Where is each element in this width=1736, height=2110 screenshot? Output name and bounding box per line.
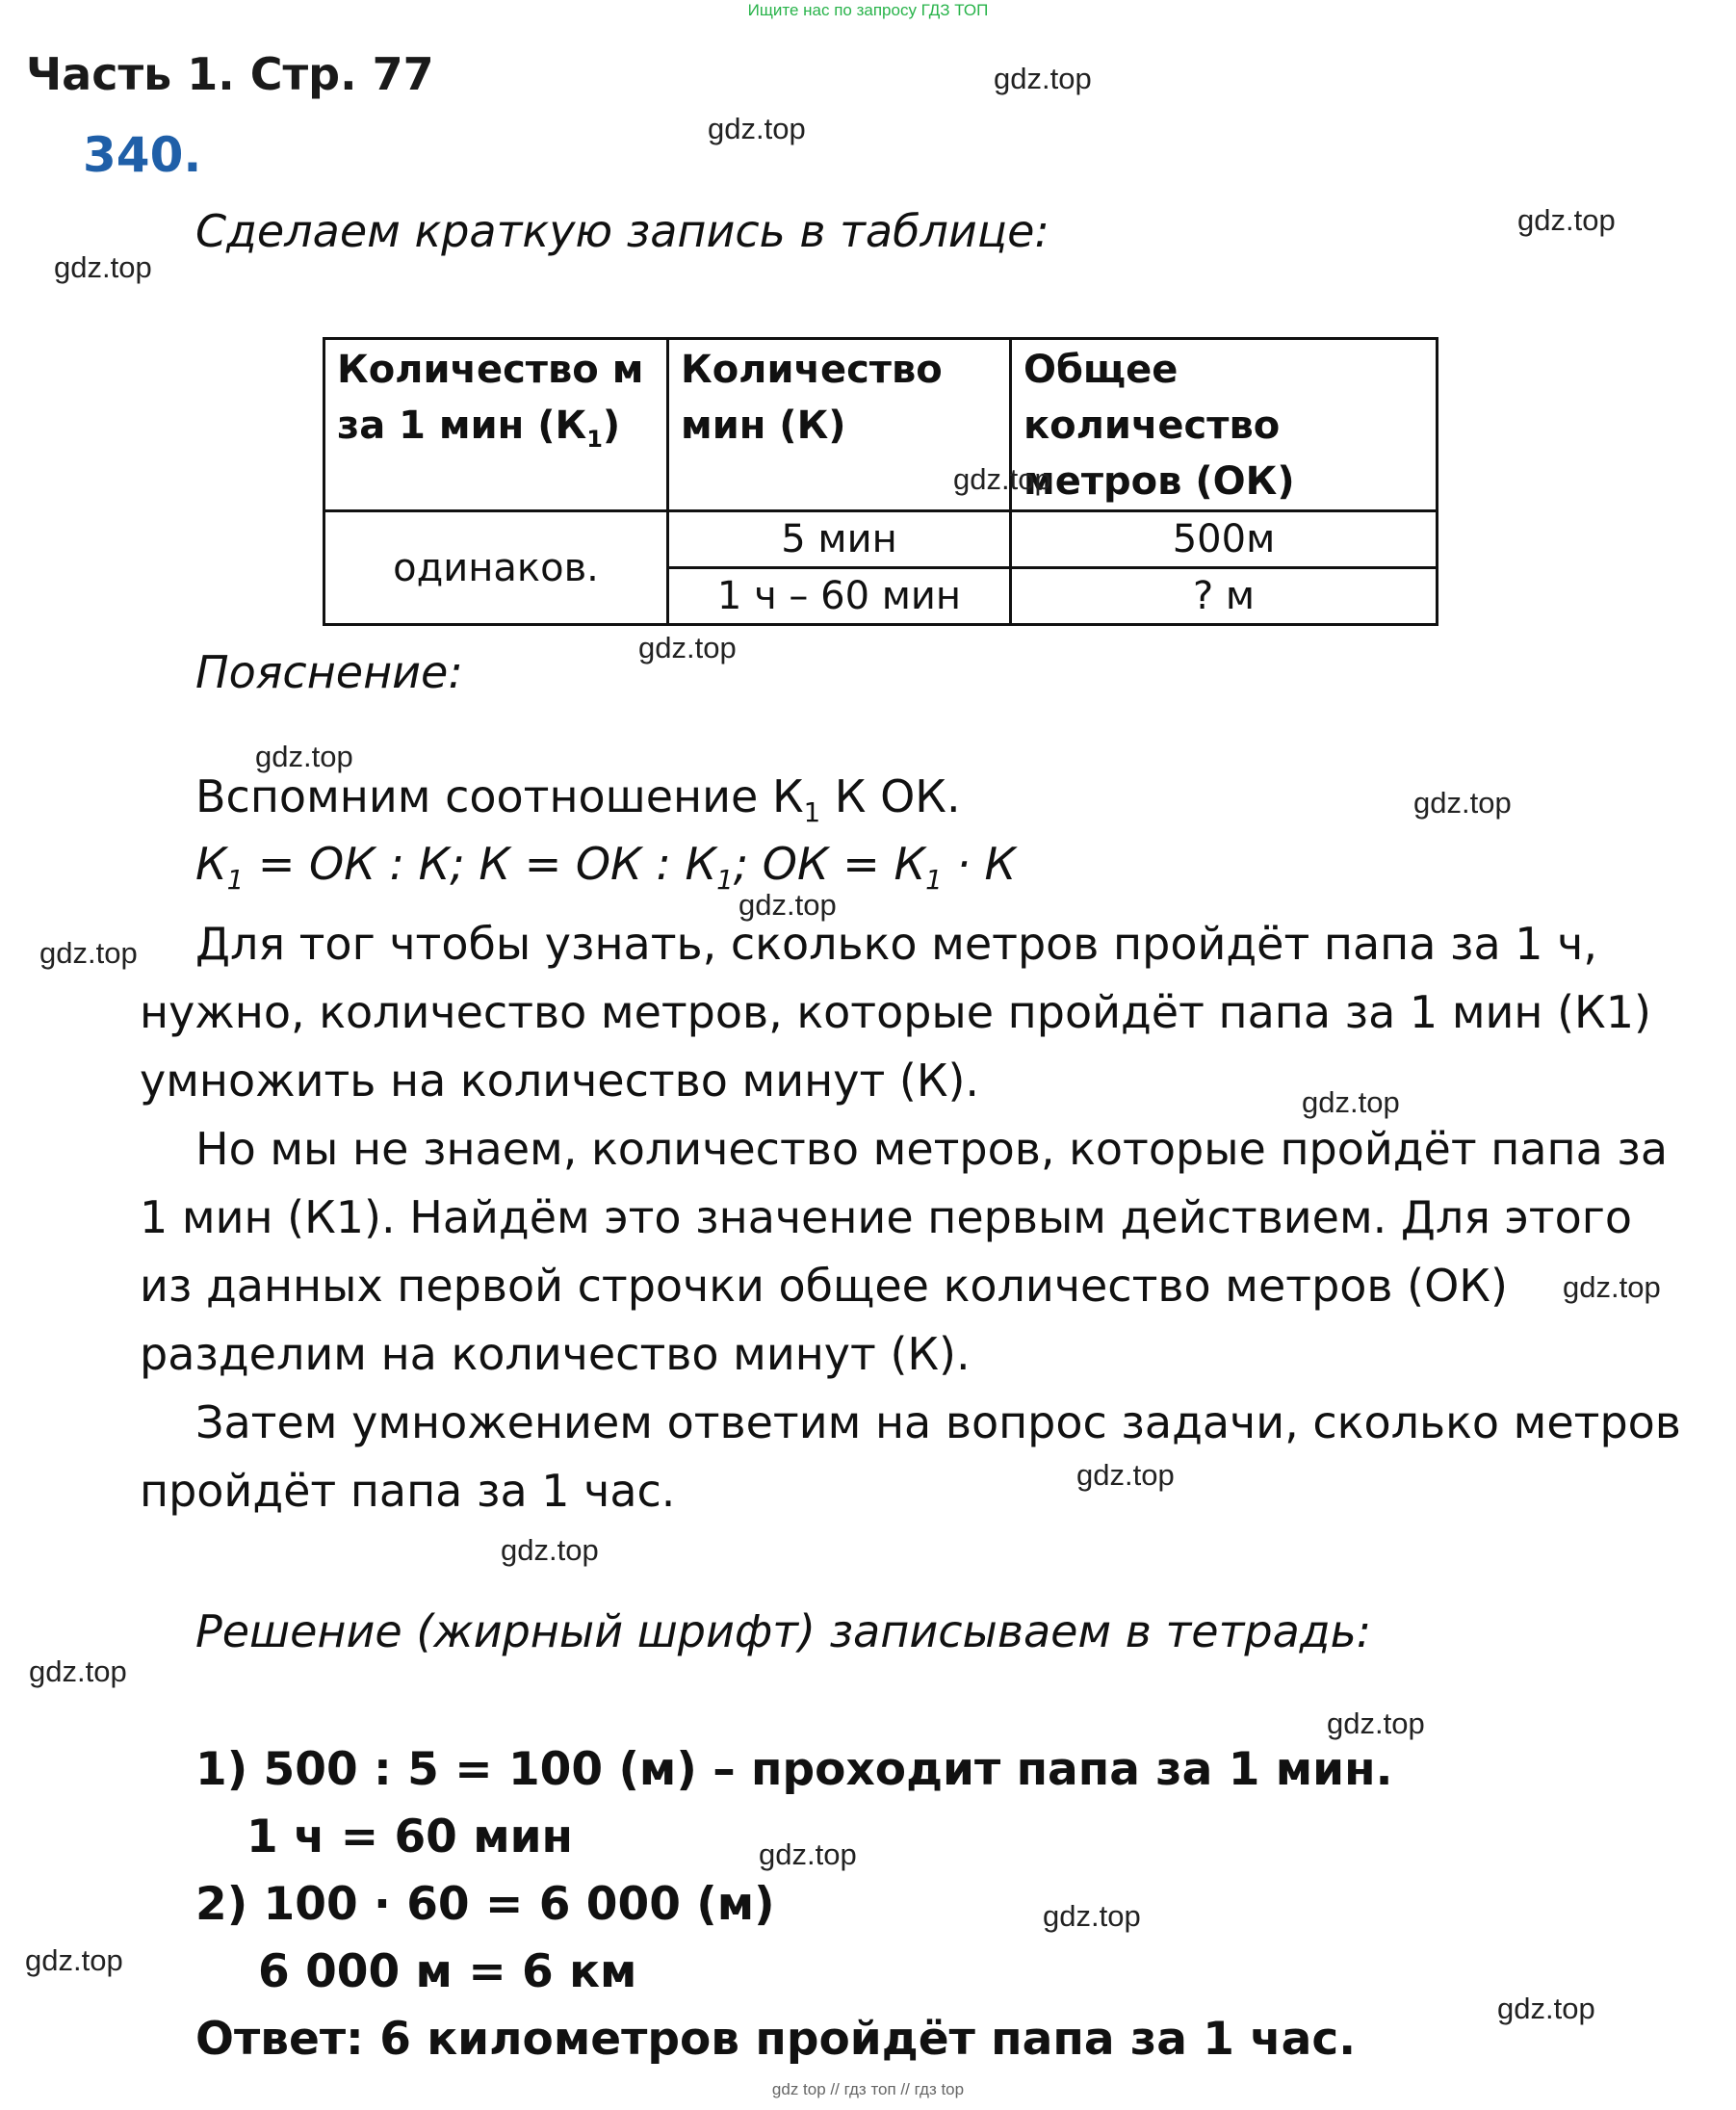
paragraph-line: Но мы не знаем, количество метров, которые пройдёт папа за: [195, 1123, 1669, 1175]
watermark: gdz.top: [1497, 1992, 1595, 2025]
bottom-banner: gdz top // гдз топ // гдз top: [771, 2080, 965, 2098]
watermark: gdz.top: [29, 1654, 127, 1688]
watermark: gdz.top: [953, 462, 1051, 496]
table-header-row: [324, 339, 1438, 511]
summary-table: [323, 337, 1438, 626]
row2-total: ? м: [1011, 568, 1438, 625]
paragraph-line: Затем умножением ответим на вопрос задачи, сколько метров: [195, 1396, 1681, 1448]
intro-text: Сделаем краткую запись в таблице:: [195, 205, 1049, 257]
header-minutes: Количество мин (К): [668, 339, 1011, 511]
paragraph-line: 1 мин (К1). Найдём это значение первым действием. Для этого: [140, 1191, 1633, 1243]
solution-heading: Решение (жирный шрифт) записываем в тетрадь:: [195, 1605, 1372, 1657]
watermark: gdz.top: [1517, 203, 1616, 237]
watermark: gdz.top: [1413, 786, 1512, 820]
paragraph-line: из данных первой строчки общее количество метров (ОК): [140, 1260, 1508, 1312]
paragraph-line: нужно, количество метров, которые пройдёт папа за 1 мин (К1): [140, 986, 1651, 1038]
top-banner: Ищите нас по запросу ГДЗ ТОП: [747, 1, 989, 19]
row1-total: 500м: [1011, 511, 1438, 568]
watermark: gdz.top: [54, 250, 152, 284]
watermark: gdz.top: [1563, 1270, 1661, 1304]
watermark: gdz.top: [1302, 1085, 1400, 1119]
watermark: gdz.top: [759, 1837, 857, 1871]
solution-line: 1 ч = 60 мин: [246, 1810, 574, 1863]
watermark: gdz.top: [1043, 1899, 1141, 1933]
header-speed: Количество м за 1 мин $(К_1)$: [324, 339, 668, 511]
page-title: Часть 1. Стр. 77: [26, 48, 434, 100]
watermark: gdz.top: [25, 1943, 123, 1977]
paragraph-line: разделим на количество минут (К).: [140, 1328, 971, 1380]
watermark: gdz.top: [638, 631, 737, 664]
watermark: gdz.top: [1327, 1706, 1425, 1740]
solution-line: 1) 500 : 5 = 100 (м) – проходит папа за 1 мин.: [195, 1743, 1393, 1796]
recall-line: Вспомним соотношение $К_1$ К ОК.: [195, 770, 961, 829]
watermark: gdz.top: [39, 936, 138, 970]
watermark: gdz.top: [738, 888, 837, 922]
watermark: gdz.top: [1076, 1458, 1175, 1492]
paragraph-line: пройдёт папа за 1 час.: [140, 1465, 676, 1517]
watermark: gdz.top: [501, 1533, 599, 1567]
paragraph-line: Для тог чтобы узнать, сколько метров пройдёт папа за 1 ч,: [195, 918, 1597, 970]
formulas-line: $К_1$ = ОК : К; К = ОК : $К_1$; ОК = $К_1 \cdot К$: [195, 838, 1017, 897]
watermark: gdz.top: [255, 740, 353, 773]
row1-minutes: 5 мин: [668, 511, 1011, 568]
header-total: Общее количество метров (ОК): [1011, 339, 1438, 511]
row2-minutes: 1 ч – 60 мин: [668, 568, 1011, 625]
explanation-heading: Пояснение:: [195, 646, 463, 698]
solution-line: 6 000 м = 6 км: [258, 1945, 637, 1998]
table-row: [324, 511, 1438, 568]
watermark: gdz.top: [994, 62, 1092, 95]
merged-speed-cell: одинаков.: [324, 511, 668, 625]
task-number: 340.: [83, 127, 202, 183]
answer-line: Ответ: 6 километров пройдёт папа за 1 час.: [195, 2013, 1357, 2066]
watermark: gdz.top: [708, 112, 806, 145]
solution-line: 2) 100 · 60 = 6 000 (м): [195, 1878, 775, 1931]
paragraph-line: умножить на количество минут (К).: [140, 1055, 980, 1107]
